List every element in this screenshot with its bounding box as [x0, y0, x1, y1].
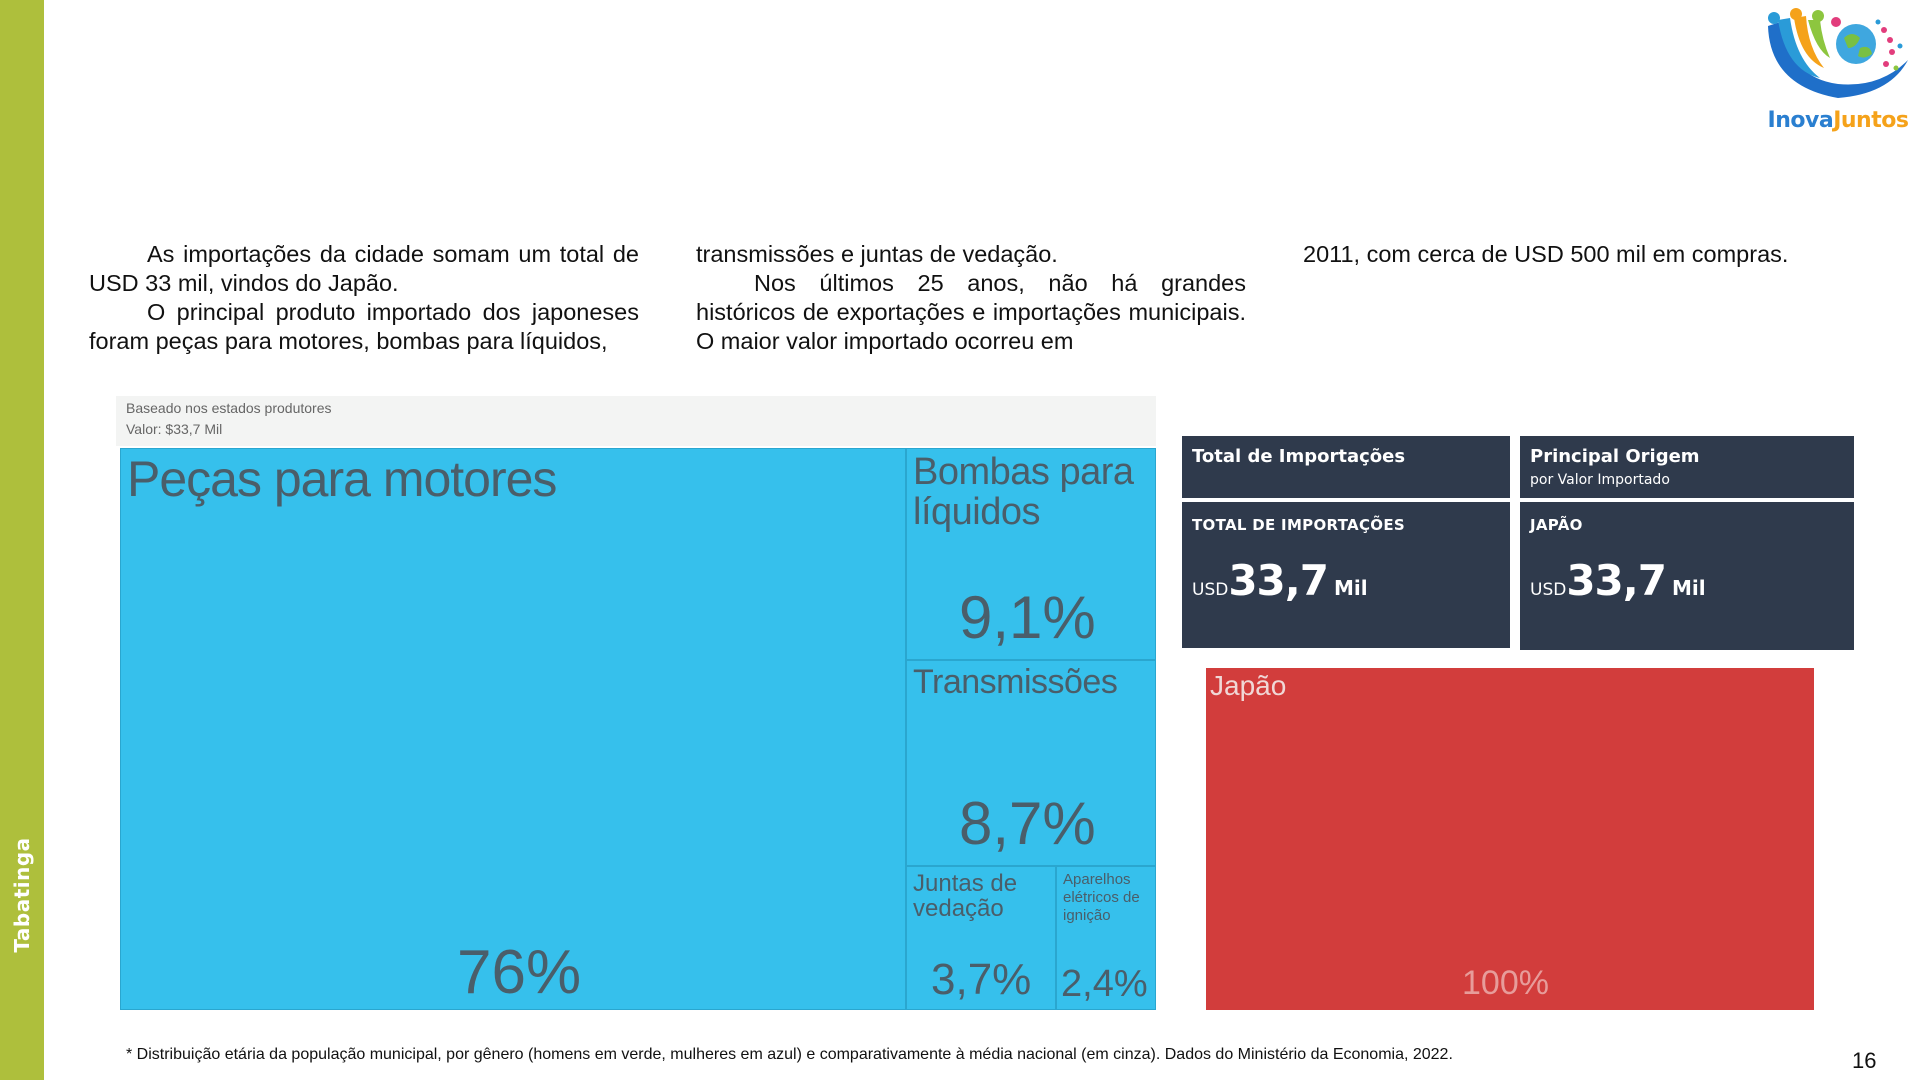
card-title: Total de Importações [1192, 446, 1406, 467]
total-imports-value-card [1182, 502, 1510, 648]
text-column-1 [89, 240, 639, 356]
paragraph: 2011, com cerca de USD 500 mil em compras. [1303, 241, 1789, 267]
imports-treemap [116, 396, 1156, 1010]
footnote: * Distribuição etária da população municipal, por gênero (homens em verde, mulheres em azul) e comparativamente à média nacional (em cinza). Dados do Ministério da Economia, 2022. [126, 1046, 1453, 1063]
paragraph: transmissões e juntas de vedação. [696, 241, 1058, 267]
treemap-tile-bombas-para-liquidos[interactable] [906, 448, 1156, 660]
logo-wordmark: InovaJuntos [1767, 108, 1909, 133]
tile-percent: 9,1% [959, 584, 1096, 651]
tile-percent: 3,7% [931, 955, 1032, 1004]
tile-label: Aparelhos elétricos de ignição [1063, 871, 1140, 924]
treemap-tile-pecas-para-motores[interactable] [120, 448, 906, 1010]
city-label: Tabatinga [10, 837, 34, 953]
tile-percent: 8,7% [959, 790, 1096, 857]
tile-label: Transmissões [913, 663, 1118, 701]
tile-label: Bombas para líquidos [913, 451, 1134, 533]
paragraph: Nos últimos 25 anos, não há grandes históricos de exportações e importações municipais. O maior valor importado ocorreu em [696, 270, 1246, 354]
tile-label: Juntas de vedação [913, 870, 1018, 923]
text-column-3 [1303, 240, 1823, 269]
origin-percent: 100% [1462, 964, 1549, 1002]
treemap-basis-note: Baseado nos estados produtores [126, 400, 332, 416]
paragraph: O principal produto importado dos japoneses foram peças para motores, bombas para líquidos, [89, 299, 639, 354]
main-origin-value-card [1520, 502, 1854, 650]
page-number: 16 [1852, 1048, 1877, 1073]
card-heading: JAPÃO [1530, 516, 1583, 534]
sidebar-band [0, 0, 44, 1080]
logo-emblem-icon [1760, 8, 1916, 108]
treemap-header [116, 396, 1156, 446]
card-heading: TOTAL DE IMPORTAÇÕES [1192, 516, 1405, 534]
treemap-tile-transmissoes[interactable] [906, 660, 1156, 866]
text-column-2 [696, 240, 1246, 356]
paragraph: As importações da cidade somam um total de USD 33 mil, vindos do Japão. [89, 241, 639, 296]
treemap-tile-juntas-de-vedacao[interactable] [906, 866, 1056, 1010]
tile-percent: 76% [457, 938, 582, 1007]
card-title: Principal Origem [1530, 446, 1700, 467]
card-subtitle: por Valor Importado [1530, 472, 1670, 488]
treemap-tile-aparelhos-eletricos[interactable] [1056, 866, 1156, 1010]
total-imports-header-card [1182, 436, 1510, 498]
tile-label: Peças para motores [127, 451, 557, 507]
total-imports-value: USD33,7 Mil [1192, 556, 1368, 605]
origin-value: USD33,7 Mil [1530, 556, 1706, 605]
origin-tile-japao[interactable] [1206, 668, 1814, 1010]
tile-percent: 2,4% [1061, 963, 1148, 1005]
treemap-value-note: Valor: $33,7 Mil [126, 421, 223, 437]
origin-label: Japão [1210, 670, 1287, 701]
main-origin-header-card [1520, 436, 1854, 498]
inova-juntos-logo [1760, 8, 1916, 138]
